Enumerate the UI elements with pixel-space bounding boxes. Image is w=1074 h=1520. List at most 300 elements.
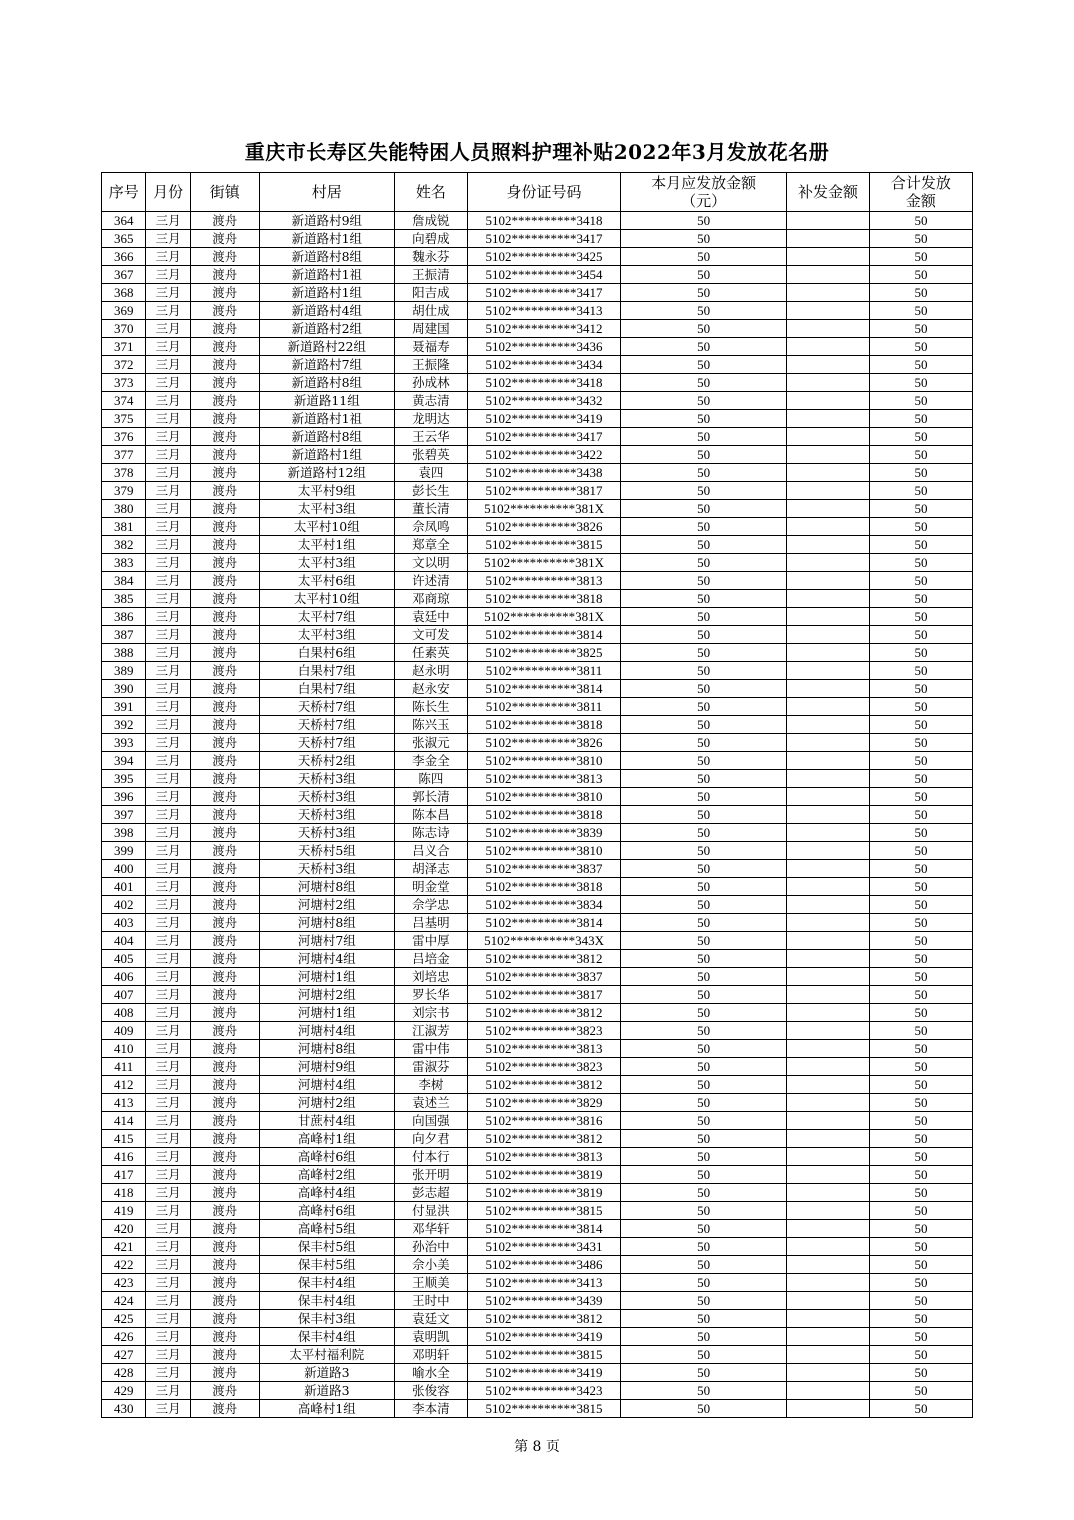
cell-total-amount: 50 bbox=[869, 374, 972, 392]
header-row bbox=[102, 173, 973, 212]
cell-village: 天桥村3组 bbox=[259, 788, 394, 806]
table-row bbox=[102, 896, 973, 914]
cell-supplement bbox=[787, 1292, 870, 1310]
cell-supplement bbox=[787, 788, 870, 806]
cell-supplement bbox=[787, 932, 870, 950]
cell-town: 渡舟 bbox=[190, 1364, 259, 1382]
cell-total-amount: 50 bbox=[869, 500, 972, 518]
cell-id: 5102**********3432 bbox=[467, 392, 621, 410]
cell-supplement bbox=[787, 320, 870, 338]
cell-village: 太平村3组 bbox=[259, 554, 394, 572]
cell-total-amount: 50 bbox=[869, 536, 972, 554]
table-row bbox=[102, 1238, 973, 1256]
cell-supplement bbox=[787, 374, 870, 392]
cell-total-amount: 50 bbox=[869, 734, 972, 752]
cell-supplement bbox=[787, 806, 870, 824]
cell-name: 郑章全 bbox=[395, 536, 468, 554]
cell-seq: 364 bbox=[102, 212, 146, 230]
cell-village: 新道路3 bbox=[259, 1382, 394, 1400]
cell-total-amount: 50 bbox=[869, 1166, 972, 1184]
cell-supplement bbox=[787, 950, 870, 968]
table-row bbox=[102, 950, 973, 968]
cell-month: 三月 bbox=[146, 410, 190, 428]
cell-total-amount: 50 bbox=[869, 572, 972, 590]
cell-id: 5102**********3418 bbox=[467, 212, 621, 230]
cell-name: 雷中伟 bbox=[395, 1040, 468, 1058]
cell-total-amount: 50 bbox=[869, 698, 972, 716]
cell-due-amount: 50 bbox=[621, 680, 787, 698]
cell-id: 5102**********3829 bbox=[467, 1094, 621, 1112]
cell-total-amount: 50 bbox=[869, 1202, 972, 1220]
cell-village: 太平村10组 bbox=[259, 590, 394, 608]
cell-month: 三月 bbox=[146, 1202, 190, 1220]
cell-month: 三月 bbox=[146, 1022, 190, 1040]
cell-seq: 417 bbox=[102, 1166, 146, 1184]
table-row bbox=[102, 1112, 973, 1130]
cell-supplement bbox=[787, 680, 870, 698]
table-row bbox=[102, 1184, 973, 1202]
cell-town: 渡舟 bbox=[190, 950, 259, 968]
cell-month: 三月 bbox=[146, 248, 190, 266]
cell-name: 文以明 bbox=[395, 554, 468, 572]
cell-supplement bbox=[787, 1112, 870, 1130]
cell-name: 陈兴玉 bbox=[395, 716, 468, 734]
table-row bbox=[102, 518, 973, 536]
cell-id: 5102**********3819 bbox=[467, 1166, 621, 1184]
cell-supplement bbox=[787, 230, 870, 248]
cell-due-amount: 50 bbox=[621, 1256, 787, 1274]
table-row bbox=[102, 932, 973, 950]
cell-due-amount: 50 bbox=[621, 320, 787, 338]
table-row bbox=[102, 626, 973, 644]
cell-id: 5102**********3425 bbox=[467, 248, 621, 266]
cell-village: 保丰村5组 bbox=[259, 1238, 394, 1256]
cell-due-amount: 50 bbox=[621, 914, 787, 932]
cell-seq: 380 bbox=[102, 500, 146, 518]
cell-supplement bbox=[787, 896, 870, 914]
cell-due-amount: 50 bbox=[621, 284, 787, 302]
cell-month: 三月 bbox=[146, 1004, 190, 1022]
cell-month: 三月 bbox=[146, 1112, 190, 1130]
cell-supplement bbox=[787, 590, 870, 608]
cell-id: 5102**********343X bbox=[467, 932, 621, 950]
cell-town: 渡舟 bbox=[190, 536, 259, 554]
cell-supplement bbox=[787, 1364, 870, 1382]
cell-due-amount: 50 bbox=[621, 1292, 787, 1310]
cell-supplement bbox=[787, 1130, 870, 1148]
cell-due-amount: 50 bbox=[621, 752, 787, 770]
cell-town: 渡舟 bbox=[190, 1382, 259, 1400]
cell-name: 向国强 bbox=[395, 1112, 468, 1130]
cell-month: 三月 bbox=[146, 896, 190, 914]
cell-name: 李树 bbox=[395, 1076, 468, 1094]
cell-village: 新道路村1组 bbox=[259, 284, 394, 302]
cell-month: 三月 bbox=[146, 212, 190, 230]
cell-id: 5102**********3419 bbox=[467, 1364, 621, 1382]
cell-id: 5102**********3812 bbox=[467, 950, 621, 968]
cell-id: 5102**********3814 bbox=[467, 626, 621, 644]
cell-total-amount: 50 bbox=[869, 1022, 972, 1040]
table-row bbox=[102, 860, 973, 878]
cell-due-amount: 50 bbox=[621, 1310, 787, 1328]
cell-supplement bbox=[787, 968, 870, 986]
cell-village: 白果村6组 bbox=[259, 644, 394, 662]
cell-name: 阳吉成 bbox=[395, 284, 468, 302]
cell-total-amount: 50 bbox=[869, 1238, 972, 1256]
cell-supplement bbox=[787, 500, 870, 518]
cell-id: 5102**********3812 bbox=[467, 1310, 621, 1328]
cell-town: 渡舟 bbox=[190, 914, 259, 932]
cell-due-amount: 50 bbox=[621, 1040, 787, 1058]
table-row bbox=[102, 968, 973, 986]
table-row bbox=[102, 266, 973, 284]
cell-due-amount: 50 bbox=[621, 1346, 787, 1364]
cell-seq: 373 bbox=[102, 374, 146, 392]
cell-village: 天桥村3组 bbox=[259, 824, 394, 842]
cell-town: 渡舟 bbox=[190, 626, 259, 644]
cell-village: 白果村7组 bbox=[259, 680, 394, 698]
cell-id: 5102**********3819 bbox=[467, 1184, 621, 1202]
cell-id: 5102**********3815 bbox=[467, 1202, 621, 1220]
cell-month: 三月 bbox=[146, 1382, 190, 1400]
cell-seq: 424 bbox=[102, 1292, 146, 1310]
cell-month: 三月 bbox=[146, 1274, 190, 1292]
cell-village: 新道路村2组 bbox=[259, 320, 394, 338]
cell-village: 河塘村9组 bbox=[259, 1058, 394, 1076]
cell-total-amount: 50 bbox=[869, 608, 972, 626]
cell-month: 三月 bbox=[146, 302, 190, 320]
cell-town: 渡舟 bbox=[190, 1184, 259, 1202]
cell-town: 渡舟 bbox=[190, 320, 259, 338]
cell-name: 袁述兰 bbox=[395, 1094, 468, 1112]
cell-seq: 396 bbox=[102, 788, 146, 806]
table-row bbox=[102, 1130, 973, 1148]
cell-id: 5102**********3825 bbox=[467, 644, 621, 662]
cell-seq: 386 bbox=[102, 608, 146, 626]
table-row bbox=[102, 284, 973, 302]
header-supplement: 补发金额 bbox=[787, 173, 870, 212]
cell-id: 5102**********3811 bbox=[467, 662, 621, 680]
cell-due-amount: 50 bbox=[621, 1094, 787, 1112]
cell-town: 渡舟 bbox=[190, 1148, 259, 1166]
cell-name: 佘凤鸣 bbox=[395, 518, 468, 536]
cell-due-amount: 50 bbox=[621, 248, 787, 266]
table-row bbox=[102, 1058, 973, 1076]
table-row bbox=[102, 878, 973, 896]
cell-id: 5102**********3436 bbox=[467, 338, 621, 356]
cell-town: 渡舟 bbox=[190, 1274, 259, 1292]
cell-town: 渡舟 bbox=[190, 824, 259, 842]
table-row bbox=[102, 1022, 973, 1040]
cell-month: 三月 bbox=[146, 230, 190, 248]
cell-town: 渡舟 bbox=[190, 1130, 259, 1148]
cell-name: 王振清 bbox=[395, 266, 468, 284]
cell-total-amount: 50 bbox=[869, 284, 972, 302]
cell-due-amount: 50 bbox=[621, 860, 787, 878]
table-row bbox=[102, 338, 973, 356]
cell-total-amount: 50 bbox=[869, 230, 972, 248]
cell-village: 新道路村9组 bbox=[259, 212, 394, 230]
cell-town: 渡舟 bbox=[190, 1256, 259, 1274]
cell-supplement bbox=[787, 392, 870, 410]
cell-supplement bbox=[787, 1076, 870, 1094]
cell-town: 渡舟 bbox=[190, 1166, 259, 1184]
table-row bbox=[102, 716, 973, 734]
cell-total-amount: 50 bbox=[869, 464, 972, 482]
cell-town: 渡舟 bbox=[190, 788, 259, 806]
cell-village: 天桥村5组 bbox=[259, 842, 394, 860]
cell-name: 聂福寿 bbox=[395, 338, 468, 356]
cell-id: 5102**********381X bbox=[467, 500, 621, 518]
cell-supplement bbox=[787, 860, 870, 878]
roster-table bbox=[101, 172, 973, 1418]
cell-month: 三月 bbox=[146, 1094, 190, 1112]
cell-id: 5102**********3454 bbox=[467, 266, 621, 284]
cell-village: 高峰村5组 bbox=[259, 1220, 394, 1238]
table-row bbox=[102, 770, 973, 788]
cell-seq: 375 bbox=[102, 410, 146, 428]
cell-village: 河塘村8组 bbox=[259, 914, 394, 932]
cell-supplement bbox=[787, 1040, 870, 1058]
cell-due-amount: 50 bbox=[621, 608, 787, 626]
cell-due-amount: 50 bbox=[621, 626, 787, 644]
cell-name: 孙治中 bbox=[395, 1238, 468, 1256]
cell-seq: 400 bbox=[102, 860, 146, 878]
cell-month: 三月 bbox=[146, 1256, 190, 1274]
cell-town: 渡舟 bbox=[190, 1238, 259, 1256]
cell-supplement bbox=[787, 1184, 870, 1202]
cell-town: 渡舟 bbox=[190, 662, 259, 680]
cell-month: 三月 bbox=[146, 284, 190, 302]
cell-village: 新道路11组 bbox=[259, 392, 394, 410]
cell-name: 向夕君 bbox=[395, 1130, 468, 1148]
header-due-line1: 本月应发放金额 bbox=[651, 174, 757, 192]
cell-town: 渡舟 bbox=[190, 734, 259, 752]
cell-name: 张淑元 bbox=[395, 734, 468, 752]
cell-village: 天桥村3组 bbox=[259, 860, 394, 878]
cell-month: 三月 bbox=[146, 824, 190, 842]
cell-due-amount: 50 bbox=[621, 878, 787, 896]
cell-town: 渡舟 bbox=[190, 212, 259, 230]
cell-due-amount: 50 bbox=[621, 698, 787, 716]
table-row bbox=[102, 356, 973, 374]
cell-total-amount: 50 bbox=[869, 896, 972, 914]
cell-id: 5102**********3439 bbox=[467, 1292, 621, 1310]
cell-name: 陈志诗 bbox=[395, 824, 468, 842]
cell-supplement bbox=[787, 1220, 870, 1238]
cell-due-amount: 50 bbox=[621, 662, 787, 680]
cell-total-amount: 50 bbox=[869, 860, 972, 878]
cell-total-amount: 50 bbox=[869, 1130, 972, 1148]
cell-total-amount: 50 bbox=[869, 1382, 972, 1400]
cell-month: 三月 bbox=[146, 428, 190, 446]
header-seq: 序号 bbox=[102, 173, 146, 212]
cell-due-amount: 50 bbox=[621, 518, 787, 536]
cell-total-amount: 50 bbox=[869, 392, 972, 410]
table-row bbox=[102, 608, 973, 626]
cell-total-amount: 50 bbox=[869, 1094, 972, 1112]
cell-town: 渡舟 bbox=[190, 1058, 259, 1076]
cell-due-amount: 50 bbox=[621, 1382, 787, 1400]
header-name: 姓名 bbox=[395, 173, 468, 212]
cell-town: 渡舟 bbox=[190, 1076, 259, 1094]
cell-id: 5102**********3434 bbox=[467, 356, 621, 374]
cell-seq: 427 bbox=[102, 1346, 146, 1364]
cell-seq: 416 bbox=[102, 1148, 146, 1166]
cell-town: 渡舟 bbox=[190, 878, 259, 896]
cell-due-amount: 50 bbox=[621, 1130, 787, 1148]
cell-id: 5102**********3837 bbox=[467, 968, 621, 986]
cell-village: 天桥村3组 bbox=[259, 770, 394, 788]
cell-id: 5102**********3818 bbox=[467, 716, 621, 734]
cell-village: 保丰村4组 bbox=[259, 1292, 394, 1310]
cell-total-amount: 50 bbox=[869, 1310, 972, 1328]
cell-supplement bbox=[787, 1256, 870, 1274]
cell-due-amount: 50 bbox=[621, 644, 787, 662]
cell-due-amount: 50 bbox=[621, 788, 787, 806]
cell-seq: 428 bbox=[102, 1364, 146, 1382]
table-row bbox=[102, 536, 973, 554]
cell-town: 渡舟 bbox=[190, 1202, 259, 1220]
table-row bbox=[102, 464, 973, 482]
cell-id: 5102**********3815 bbox=[467, 536, 621, 554]
cell-id: 5102**********3816 bbox=[467, 1112, 621, 1130]
cell-due-amount: 50 bbox=[621, 1058, 787, 1076]
cell-month: 三月 bbox=[146, 1184, 190, 1202]
table-row bbox=[102, 1004, 973, 1022]
cell-village: 新道路村12组 bbox=[259, 464, 394, 482]
cell-town: 渡舟 bbox=[190, 482, 259, 500]
cell-town: 渡舟 bbox=[190, 446, 259, 464]
cell-seq: 403 bbox=[102, 914, 146, 932]
cell-name: 张开明 bbox=[395, 1166, 468, 1184]
cell-name: 龙明达 bbox=[395, 410, 468, 428]
header-village: 村居 bbox=[259, 173, 394, 212]
cell-seq: 397 bbox=[102, 806, 146, 824]
cell-due-amount: 50 bbox=[621, 1184, 787, 1202]
cell-supplement bbox=[787, 1004, 870, 1022]
cell-month: 三月 bbox=[146, 842, 190, 860]
cell-due-amount: 50 bbox=[621, 590, 787, 608]
cell-supplement bbox=[787, 752, 870, 770]
cell-town: 渡舟 bbox=[190, 806, 259, 824]
table-row bbox=[102, 374, 973, 392]
cell-seq: 402 bbox=[102, 896, 146, 914]
table-row bbox=[102, 554, 973, 572]
cell-supplement bbox=[787, 266, 870, 284]
cell-supplement bbox=[787, 284, 870, 302]
cell-supplement bbox=[787, 1022, 870, 1040]
cell-town: 渡舟 bbox=[190, 608, 259, 626]
cell-supplement bbox=[787, 554, 870, 572]
table-row bbox=[102, 1382, 973, 1400]
cell-total-amount: 50 bbox=[869, 1076, 972, 1094]
cell-month: 三月 bbox=[146, 716, 190, 734]
cell-name: 黄志清 bbox=[395, 392, 468, 410]
cell-seq: 391 bbox=[102, 698, 146, 716]
table-row bbox=[102, 320, 973, 338]
cell-id: 5102**********3412 bbox=[467, 320, 621, 338]
cell-village: 新道路村1组 bbox=[259, 230, 394, 248]
cell-supplement bbox=[787, 842, 870, 860]
cell-due-amount: 50 bbox=[621, 356, 787, 374]
cell-id: 5102**********3814 bbox=[467, 680, 621, 698]
cell-month: 三月 bbox=[146, 1058, 190, 1076]
cell-town: 渡舟 bbox=[190, 1400, 259, 1418]
table-row bbox=[102, 1094, 973, 1112]
table-row bbox=[102, 212, 973, 230]
cell-id: 5102**********3818 bbox=[467, 590, 621, 608]
cell-town: 渡舟 bbox=[190, 428, 259, 446]
cell-town: 渡舟 bbox=[190, 1328, 259, 1346]
cell-town: 渡舟 bbox=[190, 392, 259, 410]
header-total-line1: 合计发放 bbox=[890, 174, 951, 192]
cell-seq: 384 bbox=[102, 572, 146, 590]
table-row bbox=[102, 644, 973, 662]
cell-name: 任素英 bbox=[395, 644, 468, 662]
cell-supplement bbox=[787, 878, 870, 896]
cell-seq: 423 bbox=[102, 1274, 146, 1292]
cell-seq: 414 bbox=[102, 1112, 146, 1130]
cell-name: 陈四 bbox=[395, 770, 468, 788]
roster-body bbox=[102, 212, 973, 1418]
cell-village: 河塘村4组 bbox=[259, 1076, 394, 1094]
cell-total-amount: 50 bbox=[869, 1058, 972, 1076]
cell-town: 渡舟 bbox=[190, 698, 259, 716]
cell-due-amount: 50 bbox=[621, 842, 787, 860]
table-row bbox=[102, 914, 973, 932]
cell-id: 5102**********3823 bbox=[467, 1022, 621, 1040]
cell-total-amount: 50 bbox=[869, 212, 972, 230]
cell-supplement bbox=[787, 734, 870, 752]
cell-seq: 367 bbox=[102, 266, 146, 284]
cell-name: 彭长生 bbox=[395, 482, 468, 500]
cell-month: 三月 bbox=[146, 1040, 190, 1058]
table-row bbox=[102, 1310, 973, 1328]
cell-seq: 382 bbox=[102, 536, 146, 554]
cell-month: 三月 bbox=[146, 1310, 190, 1328]
header-due-line2: （元） bbox=[681, 192, 727, 210]
cell-village: 新道路村1祖 bbox=[259, 266, 394, 284]
cell-village: 天桥村7组 bbox=[259, 698, 394, 716]
cell-month: 三月 bbox=[146, 770, 190, 788]
cell-id: 5102**********3417 bbox=[467, 428, 621, 446]
cell-name: 赵永安 bbox=[395, 680, 468, 698]
cell-supplement bbox=[787, 248, 870, 266]
cell-town: 渡舟 bbox=[190, 302, 259, 320]
cell-village: 新道路3 bbox=[259, 1364, 394, 1382]
cell-village: 保丰村4组 bbox=[259, 1274, 394, 1292]
cell-month: 三月 bbox=[146, 752, 190, 770]
cell-supplement bbox=[787, 1166, 870, 1184]
cell-due-amount: 50 bbox=[621, 950, 787, 968]
cell-name: 袁明凯 bbox=[395, 1328, 468, 1346]
cell-id: 5102**********381X bbox=[467, 554, 621, 572]
cell-due-amount: 50 bbox=[621, 1328, 787, 1346]
cell-total-amount: 50 bbox=[869, 986, 972, 1004]
cell-village: 天桥村7组 bbox=[259, 716, 394, 734]
cell-town: 渡舟 bbox=[190, 752, 259, 770]
cell-village: 白果村7组 bbox=[259, 662, 394, 680]
cell-id: 5102**********3837 bbox=[467, 860, 621, 878]
cell-due-amount: 50 bbox=[621, 482, 787, 500]
cell-total-amount: 50 bbox=[869, 626, 972, 644]
cell-supplement bbox=[787, 1094, 870, 1112]
cell-total-amount: 50 bbox=[869, 752, 972, 770]
cell-village: 高峰村6组 bbox=[259, 1202, 394, 1220]
cell-due-amount: 50 bbox=[621, 446, 787, 464]
cell-due-amount: 50 bbox=[621, 716, 787, 734]
